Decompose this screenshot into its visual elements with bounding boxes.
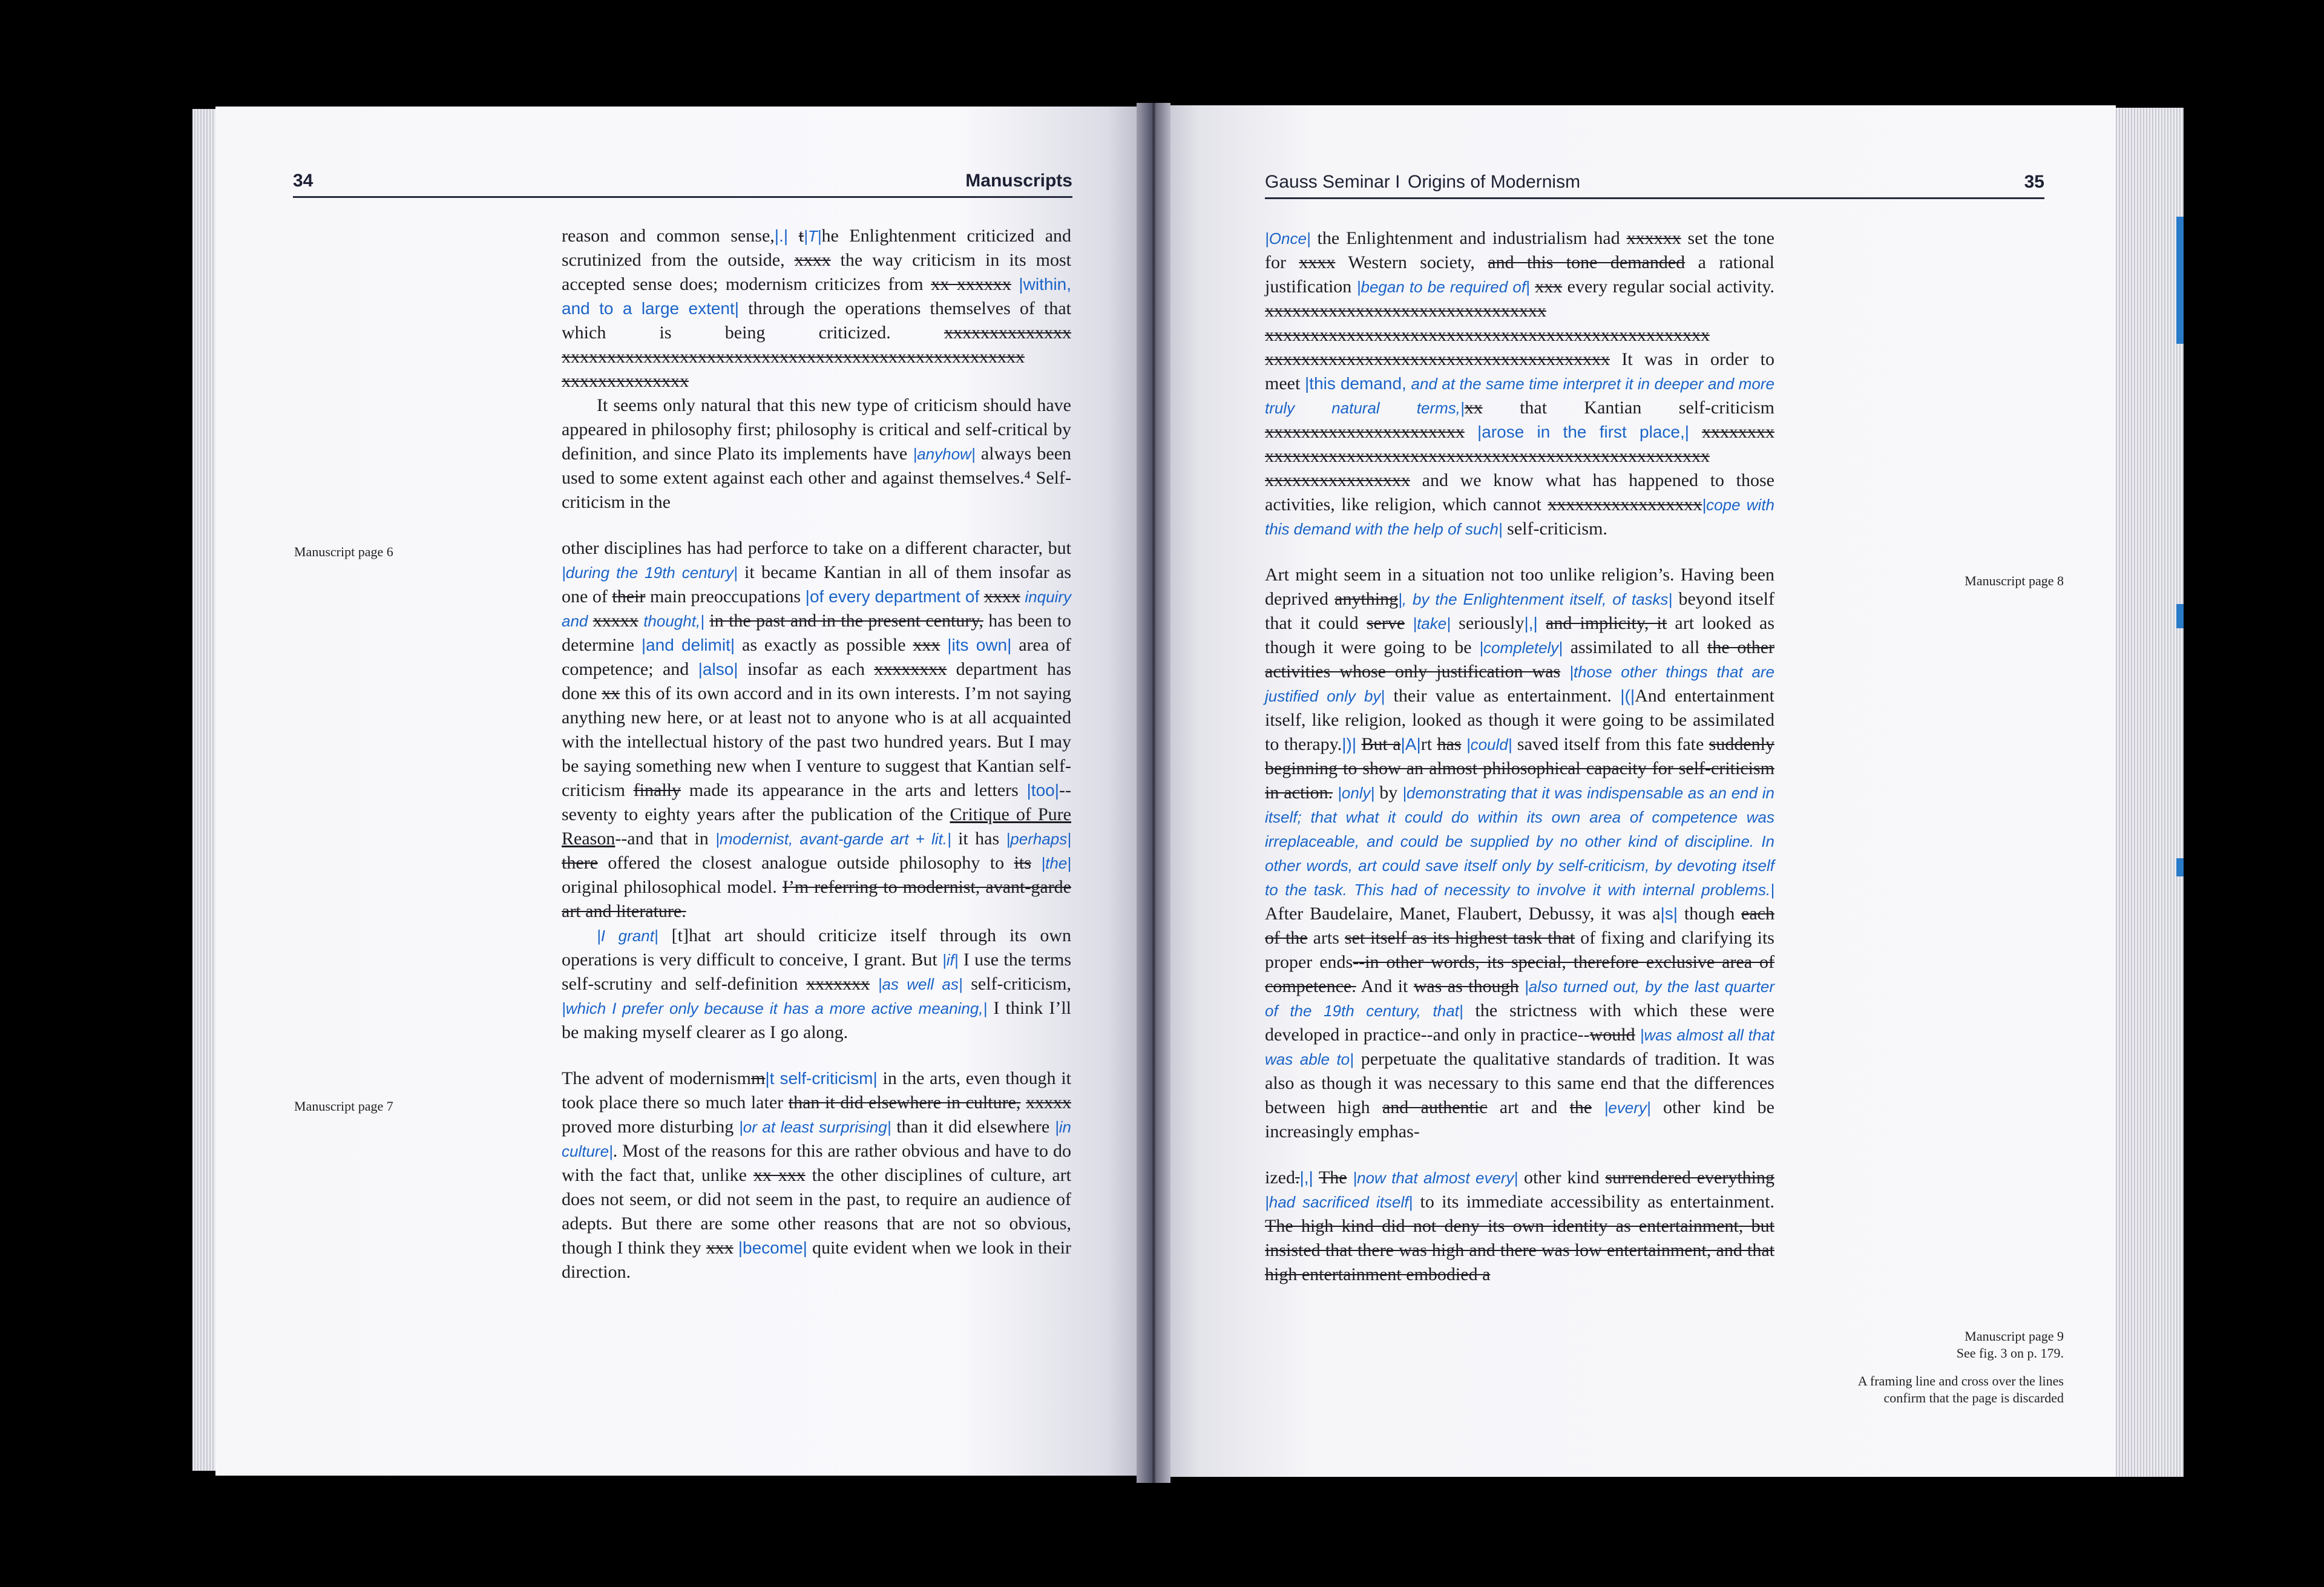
margin-note-line: confirm that the page is discarded (1883, 1390, 2064, 1405)
margin-note (1858, 1328, 2064, 1407)
right-page-edges (2105, 108, 2184, 1477)
right-body-text (1265, 226, 1774, 1287)
paragraph: ized.|,| The |now that almost every| other kind surrendered everything |had sacrificed itself| to its immediate accessibility as entertainment. The high kind did not deny its own identity as entertainment, but insisted that there was high and there was low entertainment, and that high entertainment embodied a (1265, 1168, 1775, 1284)
margin-note-line: Manuscript page 9 (1965, 1329, 2064, 1344)
paragraph: Art might seem in a situation not too unlike religion’s. Having been deprived anything|, by the Enlightenment itself, of tasks| beyond itself that it could serve |take| seriously|,| and implicity, it art looked as though it were going to be |completely| assimilated to all the other activities whose only justification was |those other things that are justified only by| their value as entertainment. |(|And entertainment itself, like religion, looked as though it were going to be assimilated to therapy.|)| But a|A|rt has |could| saved itself from this fate suddenly beginning to show an almost philosophical capacity for self-criticism in action. |only| by |demonstrating that it was indispensable as an end in itself; that what it could do within its own area of competence was irreplaceable, and could be supplied by no other kind of discipline. In other words, art could save itself only by self-criticism, by devoting itself to the task. This had of necessity to involve it with internal problems.| After Baudelaire, Manet, Flaubert, Debussy, it was a|s| though each of the arts set itself as its highest task that of fixing and clarifying its proper ends--in other words, its special, therefore exclusive area of competence. And it was as though |also turned out, by the last quarter of the 19th century, that| the strictness with which these were developed in practice--and only in practice--would |was almost all that was able to| perpetuate the qualitative standards of tradition. It was also as though it was necessary to this same end that the differences between high and authentic art and the |every| other kind be increasingly emphas- (1265, 565, 1775, 1142)
paragraph: The advent of modernismm|t self-criticism| in the arts, even though it took place there so much later than it did elsewhere in culture, xxxxx proved more disturbing |or at least surprising| than it did elsewhere |in culture|. Most of the reasons for this are rather obvious and have to do with the fact that, unlike xx xxx the other disciplines of culture, art does not seem, or did not seem in the past, to require an audience of adepts. But there are some other reasons that are not so obvious, though I think they xxx |become| quite evident when we look in their direction. (562, 1068, 1072, 1282)
margin-note: Manuscript page 6 (294, 544, 393, 559)
paragraph: |Once| the Enlightenment and industrialism had xxxxxx set the tone for xxxx Western society, and this tone demanded a rational justification |began to be required of| xxx every regular social activity. xxxxxxxxxxxxxxxxxxxxxxxxxxxxxxx xxxxxxxxxxxxxxxxxxxxxxxxxxxxxxxxxxxxxxxxxxxxxxxxx xxxxxxxxxxxxxxxxxxxxxxxxxxxxxxxxxxxxxx It was in order to meet |this demand, and at the same time interpret it in deeper and more truly natural terms,|xx that Kantian self-criticism xxxxxxxxxxxxxxxxxxxxxx |arose in the first place,| xxxxxxxx xxxxxxxxxxxxxxxxxxxxxxxxxxxxxxxxxxxxxxxxxxxxxxxxx xxxxxxxxxxxxxxxx and we know what has happened to those activities, like religion, which cannot xxxxxxxxxxxxxxxxx|cope with this demand with the help of such| self-criticism. (1265, 228, 1775, 539)
left-running-head (293, 167, 1072, 198)
margin-note-line: A framing line and cross over the lines (1857, 1373, 2064, 1388)
running-head-title: Origins of Modernism (1408, 172, 1581, 192)
margin-note-line: See fig. 3 on p. 179. (1956, 1346, 2064, 1361)
margin-note: Manuscript page 8 (1965, 573, 2064, 588)
left-page (215, 107, 1144, 1476)
book-gutter (1137, 103, 1170, 1483)
page-number: 35 (2024, 172, 2044, 192)
running-head-title: Manuscripts (965, 171, 1072, 191)
paragraph: It seems only natural that this new type of criticism should have appeared in philosophy first; philosophy is critical and self-critical by definition, and since Plato its implements have |anyhow| always been used to some extent against each other and against themselves.⁴ Self-criticism in the (562, 395, 1072, 512)
paragraph: other disciplines has had perforce to take on a different character, but |during the 19th century| it became Kantian in all of them insofar as one of their main preoccupations |of every department of xxxx inquiry and xxxxx thought,| in the past and in the present century, has been to determine |and delimit| as exactly as possible xxx |its own| area of competence; and |also| insofar as each xxxxxxxx department has done xx this of its own accord and in its own interests. I’m not saying anything new here, or at least not to anyone who is at all acquainted with the intellectual history of the past two hundred years. But I may be saying something new when I venture to suggest that Kantian self-criticism finally made its appearance in the arts and letters |too|--seventy to eighty years after the publication of the Critique of Pure Reason--and that in |modernist, avant-garde art + lit.| it has |perhaps| there offered the closest analogue outside philosophy to its |the| original philosophical model. I’m referring to modernist, avant-garde art and literature. (562, 538, 1072, 921)
margin-note: Manuscript page 7 (294, 1099, 393, 1114)
right-page (1161, 105, 2116, 1477)
running-head-series: Gauss Seminar I (1265, 172, 1400, 192)
left-body-text (562, 224, 1071, 1284)
page-number: 34 (293, 171, 313, 191)
paragraph: |I grant| [t]hat art should criticize itself through its own operations is very difficult to conceive, I grant. But |if| I use the terms self-scrutiny and self-definition xxxxxxx |as well as| self-criticism, |which I prefer only because it has a more active meaning,| I think I’ll be making myself clearer as I go along. (562, 925, 1072, 1042)
paragraph: reason and common sense,|.| t|T|he Enlightenment criticized and scrutinized from the outside, xxxx the way criticism in its most accepted sense does; modernism criticizes from xx xxxxxx |within, and to a large extent| through the operations themselves of that which is being criticized. xxxxxxxxxxxxxx xxxxxxxxxxxxxxxxxxxxxxxxxxxxxxxxxxxxxxxxxxxxxxxxxxx xxxxxxxxxxxxxx (562, 226, 1072, 391)
right-running-head (1265, 168, 2044, 199)
